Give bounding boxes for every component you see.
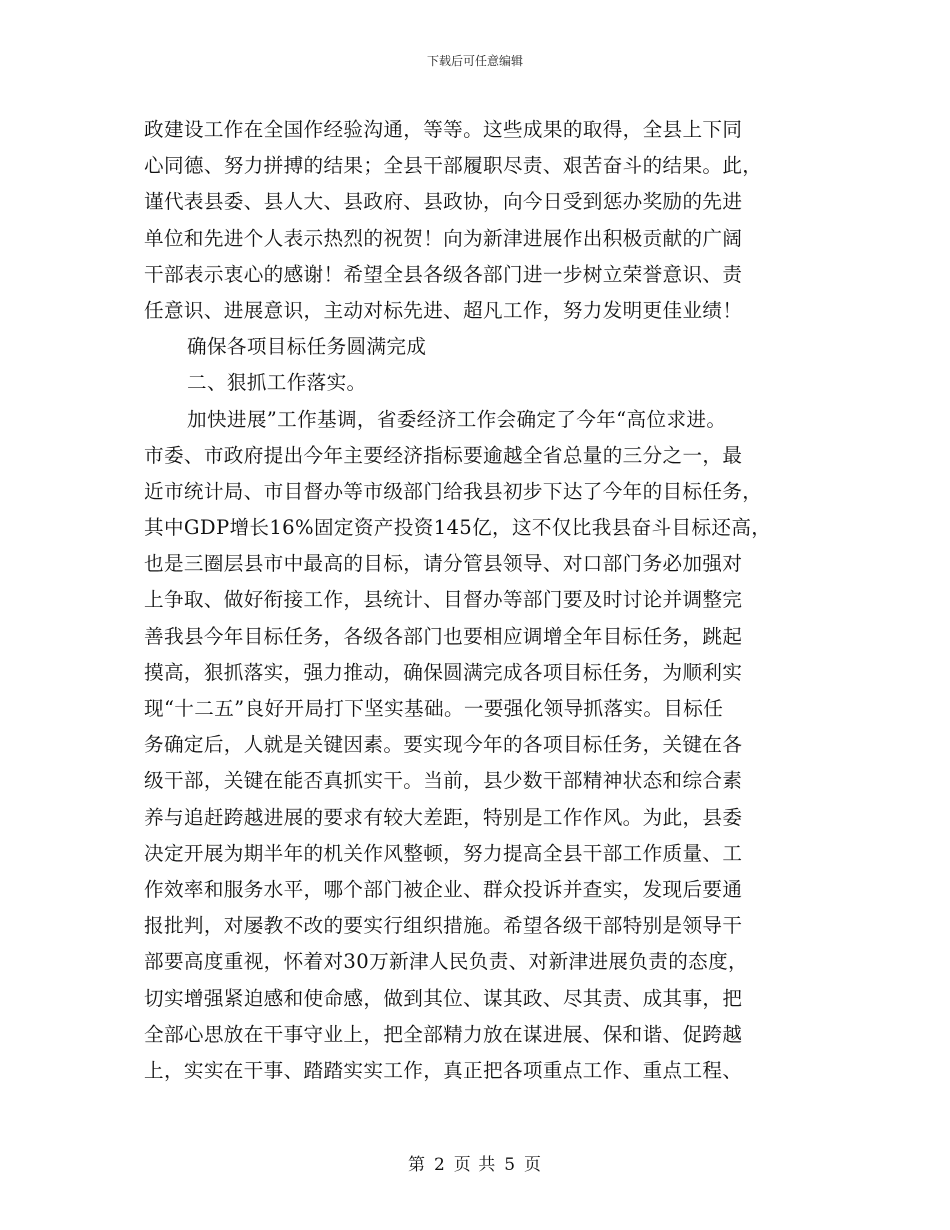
page-header: 下载后可任意编辑: [426, 54, 523, 68]
total-page-number: 5: [504, 1155, 517, 1175]
text-line: 作效率和服务水平，哪个部门被企业、群众投诉并查实，发现后要通: [144, 877, 743, 901]
text-line: 善我县今年目标任务，各级各部门也要相应调增全年目标任务，跳起: [144, 624, 743, 648]
section-heading: 二、狠抓工作落实。: [187, 371, 367, 395]
text-line: 近市统计局、市目督办等市级部门给我县初步下达了今年的目标任务，: [144, 479, 763, 503]
footer-prefix: 第: [407, 1155, 426, 1175]
text-line: 上争取、做好衔接工作，县统计、目督办等部门要及时讨论并调整完: [144, 588, 743, 612]
text-line: 务确定后，人就是关键因素。要实现今年的各项目标任务，关键在各: [144, 733, 743, 757]
footer-middle: 页 共: [453, 1155, 497, 1175]
document-body: [144, 112, 814, 1089]
text-line: 干部表示衷心的感谢！希望全县各级各部门进一步树立荣誉意识、责: [144, 262, 743, 286]
section-heading: 确保各项目标任务圆满完成: [187, 335, 427, 359]
footer-suffix: 页: [524, 1155, 543, 1175]
text-line: 报批判，对屡教不改的要实行组织措施。希望各级干部特别是领导干: [144, 914, 743, 938]
text-line: 现“十二五”良好开局打下坚实基础。一要强化领导抓落实。目标任: [144, 697, 724, 720]
text-line: 摸高，狠抓落实，强力推动，确保圆满完成各项目标任务，为顺利实: [144, 660, 743, 684]
text-line: 心同德、努力拼搏的结果；全县干部履职尽责、艰苦奋斗的结果。此，: [144, 154, 763, 178]
text-line: 谨代表县委、县人大、县政府、县政协，向今日受到惩办奖励的先进: [144, 190, 743, 214]
text-line: 部要高度重视，怀着对30万新津人民负责、对新津进展负责的态度，: [144, 950, 748, 974]
text-line: 任意识、进展意识，主动对标先进、超凡工作，努力发明更佳业绩！: [144, 298, 743, 322]
text-line: 市委、市政府提出今年主要经济指标要逾越全省总量的三分之一，最: [144, 443, 743, 467]
text-line: 也是三圈层县市中最高的目标，请分管县领导、对口部门务必加强对: [144, 552, 743, 576]
text-line: 上，实实在干事、踏踏实实工作，真正把各项重点工作、重点工程、: [144, 1058, 743, 1082]
text-line: 其中GDP增长16%固定资产投资145亿，这不仅比我县奋斗目标还高，: [144, 516, 772, 540]
paragraph-start: 加快进展”工作基调，省委经济工作会确定了今年“高位求进。: [187, 407, 727, 431]
current-page-number: 2: [433, 1155, 446, 1175]
text-line: 全部心思放在干事守业上，把全部精力放在谋进展、保和谐、促跨越: [144, 1022, 743, 1046]
text-line: 决定开展为期半年的机关作风整顿，努力提高全县干部工作质量、工: [144, 841, 743, 865]
text-line: 养与追赶跨越进展的要求有较大差距，特别是工作作风。为此，县委: [144, 805, 743, 829]
text-line: 切实增强紧迫感和使命感，做到其位、谋其政、尽其责、成其事，把: [144, 986, 743, 1010]
page-number-footer: [0, 1155, 950, 1175]
text-line: 级干部，关键在能否真抓实干。当前，县少数干部精神状态和综合素: [144, 769, 743, 793]
text-line: 单位和先进个人表示热烈的祝贺！向为新津进展作出积极贡献的广阔: [144, 226, 743, 250]
text-line: 政建设工作在全国作经验沟通，等等。这些成果的取得，全县上下同: [144, 118, 743, 141]
